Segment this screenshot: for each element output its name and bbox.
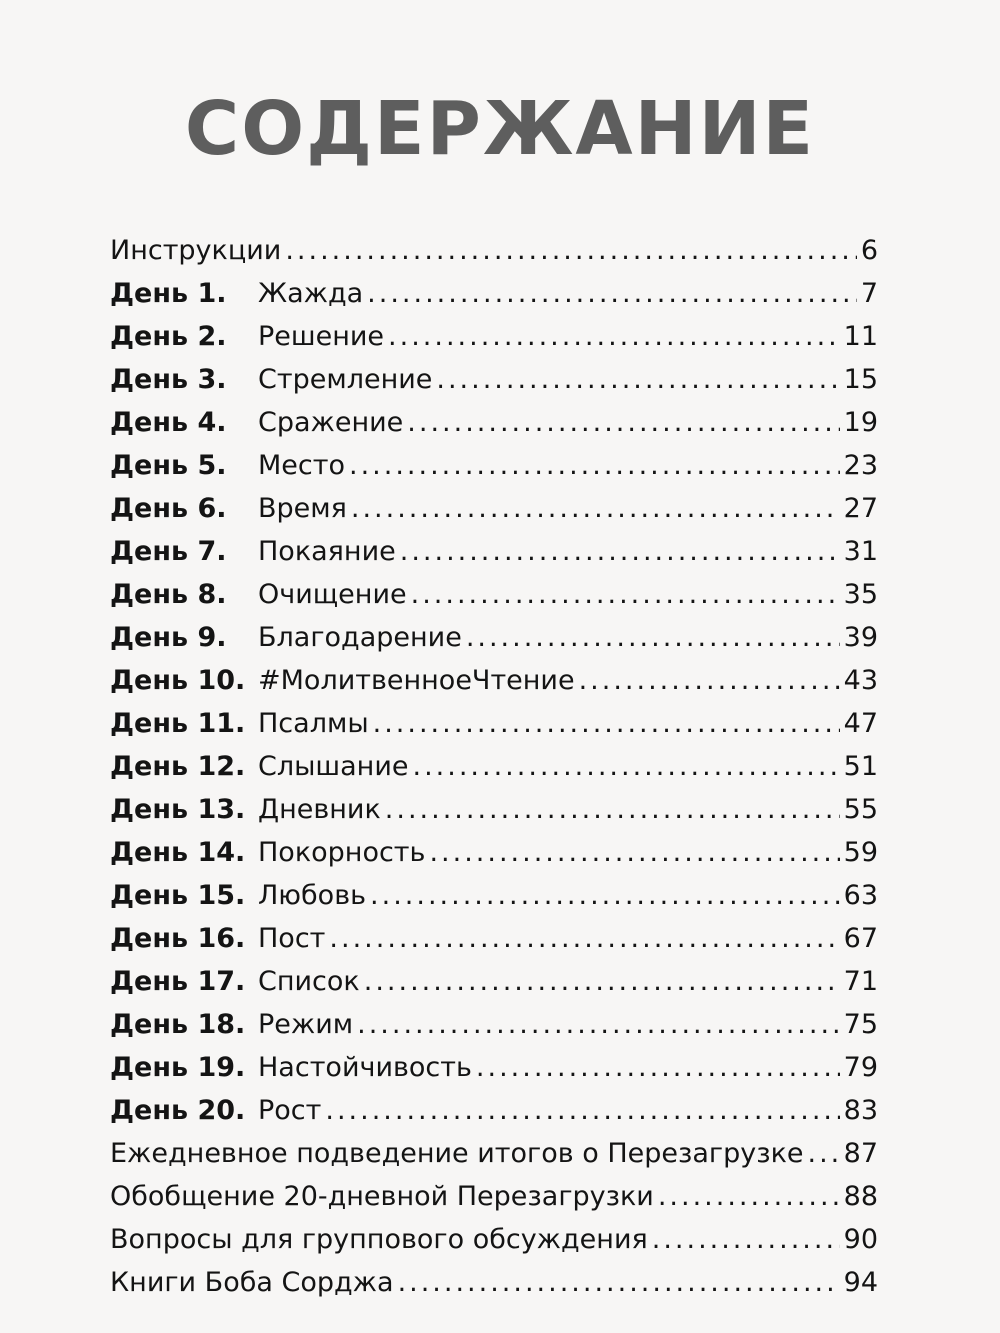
toc-entry-day: День 11. bbox=[110, 708, 246, 739]
toc-entry-page-number: 11 bbox=[843, 321, 878, 352]
toc-entry-page-number: 59 bbox=[843, 837, 878, 868]
toc-entry-title: Псалмы bbox=[258, 708, 369, 739]
toc-entry-title: Очищение bbox=[258, 579, 407, 610]
toc-entry-title: Обобщение 20-дневной Перезагрузки bbox=[110, 1181, 654, 1212]
dot-leader bbox=[349, 444, 840, 487]
toc-entry-title: Слышание bbox=[258, 751, 409, 782]
toc-entry bbox=[110, 1003, 878, 1046]
dot-leader bbox=[370, 874, 840, 917]
dot-leader bbox=[385, 788, 840, 831]
toc-entry bbox=[110, 487, 878, 530]
dot-leader bbox=[579, 659, 840, 702]
toc-entry-day: День 13. bbox=[110, 794, 246, 825]
toc-entry-title: #МолитвенноеЧтение bbox=[258, 665, 575, 696]
dot-leader bbox=[367, 272, 857, 315]
dot-leader bbox=[351, 487, 840, 530]
toc-entry bbox=[110, 1132, 878, 1175]
toc-entry-page-number: 7 bbox=[860, 278, 878, 309]
dot-leader bbox=[807, 1132, 839, 1175]
toc-entry-day: День 4. bbox=[110, 407, 227, 438]
dot-leader bbox=[373, 702, 840, 745]
dot-leader bbox=[398, 1261, 840, 1304]
toc-entry-day: День 5. bbox=[110, 450, 227, 481]
toc-entry bbox=[110, 960, 878, 1003]
toc-entry bbox=[110, 659, 878, 702]
toc-entry-page-number: 90 bbox=[843, 1224, 878, 1255]
toc-entry-title: Книги Боба Сорджа bbox=[110, 1267, 394, 1298]
toc-entry bbox=[110, 1046, 878, 1089]
dot-leader bbox=[325, 1089, 839, 1132]
toc-entry-title: Вопросы для группового обсуждения bbox=[110, 1224, 648, 1255]
toc-entry-day: День 14. bbox=[110, 837, 246, 868]
toc-entry-day: День 17. bbox=[110, 966, 246, 997]
toc-entry-page-number: 94 bbox=[843, 1267, 878, 1298]
toc-entry-title: Пост bbox=[258, 923, 326, 954]
toc-entry bbox=[110, 315, 878, 358]
toc-entry-day: День 10. bbox=[110, 665, 246, 696]
toc-entry bbox=[110, 917, 878, 960]
toc-entry-day: День 8. bbox=[110, 579, 227, 610]
toc-entry-day: День 2. bbox=[110, 321, 227, 352]
toc-entry-title: Благодарение bbox=[258, 622, 462, 653]
toc-entry-day: День 15. bbox=[110, 880, 246, 911]
toc-entry-page-number: 88 bbox=[843, 1181, 878, 1212]
dot-leader bbox=[652, 1218, 840, 1261]
toc-entry-day: День 12. bbox=[110, 751, 246, 782]
toc-entry bbox=[110, 229, 878, 272]
toc-entry-page-number: 71 bbox=[843, 966, 878, 997]
dot-leader bbox=[429, 831, 839, 874]
toc-entry-page-number: 43 bbox=[843, 665, 878, 696]
toc-entry-page-number: 35 bbox=[843, 579, 878, 610]
toc-entry bbox=[110, 788, 878, 831]
toc-entry-page-number: 63 bbox=[843, 880, 878, 911]
toc-entry-title: Дневник bbox=[258, 794, 381, 825]
dot-leader bbox=[476, 1046, 840, 1089]
toc-entry-title: Список bbox=[258, 966, 360, 997]
toc-entry bbox=[110, 1089, 878, 1132]
toc-entry-page-number: 23 bbox=[843, 450, 878, 481]
toc-entry-title: Инструкции bbox=[110, 235, 282, 266]
toc-entry-title: Время bbox=[258, 493, 347, 524]
dot-leader bbox=[466, 616, 840, 659]
toc-entry-day: День 20. bbox=[110, 1095, 246, 1126]
toc-entry-page-number: 15 bbox=[843, 364, 878, 395]
toc-entry bbox=[110, 1175, 878, 1218]
toc-entry bbox=[110, 358, 878, 401]
toc-entry-page-number: 19 bbox=[843, 407, 878, 438]
dot-leader bbox=[407, 401, 839, 444]
toc-entry-page-number: 79 bbox=[843, 1052, 878, 1083]
toc-entry-day: День 7. bbox=[110, 536, 227, 567]
toc-entry-title: Любовь bbox=[258, 880, 367, 911]
toc-entry-title: Жажда bbox=[258, 278, 364, 309]
toc-entry-page-number: 55 bbox=[843, 794, 878, 825]
dot-leader bbox=[400, 530, 840, 573]
page-title: СОДЕРЖАНИЕ bbox=[184, 86, 816, 172]
toc-entry bbox=[110, 272, 878, 315]
toc-entry-page-number: 27 bbox=[843, 493, 878, 524]
table-of-contents bbox=[110, 229, 878, 1304]
toc-entry-page-number: 39 bbox=[843, 622, 878, 653]
toc-entry-title: Режим bbox=[258, 1009, 354, 1040]
toc-entry-page-number: 6 bbox=[860, 235, 878, 266]
toc-entry-day: День 6. bbox=[110, 493, 227, 524]
toc-entry-day: День 16. bbox=[110, 923, 246, 954]
toc-entry-title: Сражение bbox=[258, 407, 404, 438]
toc-entry-page-number: 47 bbox=[843, 708, 878, 739]
dot-leader bbox=[413, 745, 840, 788]
toc-entry-title: Настойчивость bbox=[258, 1052, 472, 1083]
toc-entry-page-number: 87 bbox=[843, 1138, 878, 1169]
toc-entry bbox=[110, 745, 878, 788]
dot-leader bbox=[388, 315, 840, 358]
toc-entry-title: Покорность bbox=[258, 837, 426, 868]
toc-entry-page-number: 83 bbox=[843, 1095, 878, 1126]
dot-leader bbox=[364, 960, 840, 1003]
toc-entry bbox=[110, 573, 878, 616]
toc-entry bbox=[110, 874, 878, 917]
toc-entry-page-number: 51 bbox=[843, 751, 878, 782]
toc-entry bbox=[110, 1218, 878, 1261]
dot-leader bbox=[285, 229, 856, 272]
toc-entry bbox=[110, 702, 878, 745]
dot-leader bbox=[329, 917, 839, 960]
toc-entry-day: День 18. bbox=[110, 1009, 246, 1040]
toc-entry-day: День 9. bbox=[110, 622, 227, 653]
toc-entry-title: Решение bbox=[258, 321, 385, 352]
toc-entry-title: Ежедневное подведение итогов о Перезагрузке bbox=[110, 1138, 804, 1169]
toc-entry bbox=[110, 530, 878, 573]
dot-leader bbox=[357, 1003, 840, 1046]
toc-entry-page-number: 67 bbox=[843, 923, 878, 954]
toc-entry bbox=[110, 616, 878, 659]
dot-leader bbox=[658, 1175, 840, 1218]
toc-entry-title: Стремление bbox=[258, 364, 433, 395]
toc-entry bbox=[110, 831, 878, 874]
toc-entry-day: День 19. bbox=[110, 1052, 246, 1083]
toc-entry-day: День 3. bbox=[110, 364, 227, 395]
toc-entry bbox=[110, 1261, 878, 1304]
dot-leader bbox=[436, 358, 839, 401]
toc-entry bbox=[110, 401, 878, 444]
toc-entry-page-number: 75 bbox=[843, 1009, 878, 1040]
dot-leader bbox=[411, 573, 840, 616]
toc-entry bbox=[110, 444, 878, 487]
toc-entry-page-number: 31 bbox=[843, 536, 878, 567]
toc-entry-title: Покаяние bbox=[258, 536, 396, 567]
toc-entry-day: День 1. bbox=[110, 278, 227, 309]
toc-entry-title: Рост bbox=[258, 1095, 322, 1126]
toc-entry-title: Место bbox=[258, 450, 345, 481]
